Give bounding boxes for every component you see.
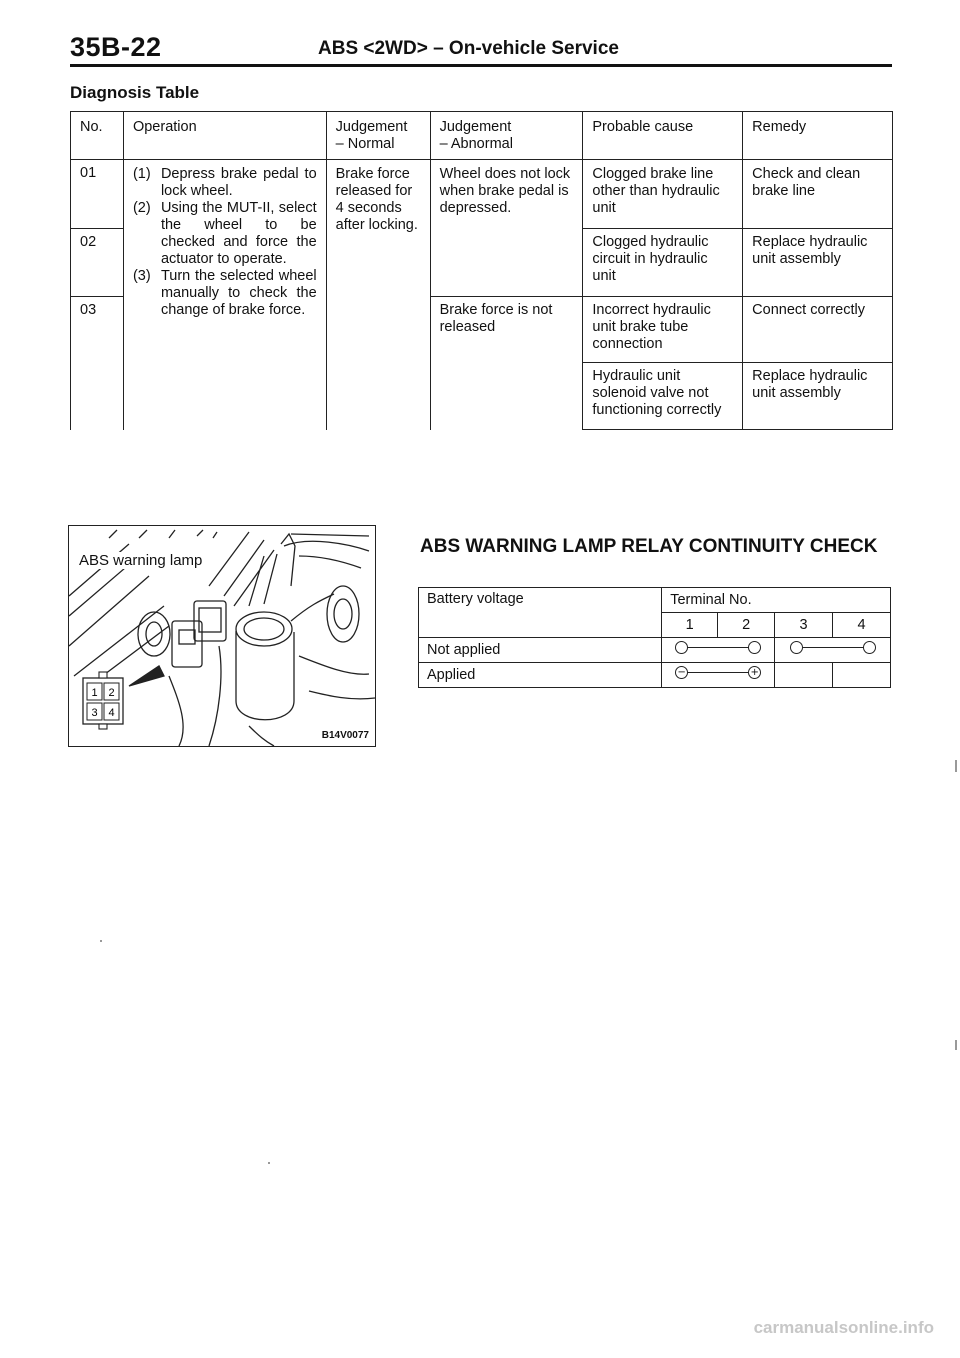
relay-connector-diagram [83, 672, 123, 729]
terminal-4: 4 [833, 613, 891, 638]
col-header-battery-voltage: Battery voltage [419, 588, 662, 638]
probable-cause-cell: Incorrect hydraulic unit brake tube connection [583, 297, 743, 363]
probable-cause-cell: Clogged hydraulic circuit in hydraulic unit [583, 229, 743, 297]
probable-cause-cell: Clogged brake line other than hydraulic unit [583, 160, 743, 229]
connector-pin-2: 2 [108, 687, 115, 699]
row-number: 03 [71, 297, 124, 430]
scan-speck [955, 1040, 957, 1050]
terminal-2: 2 [718, 613, 775, 638]
remedy-cell: Connect correctly [743, 297, 893, 363]
table-header-row [71, 112, 893, 160]
diagnosis-table-title: Diagnosis Table [70, 83, 200, 102]
continuity-symbol [790, 641, 876, 655]
relay-check-title: ABS WARNING LAMP RELAY CONTINUITY CHECK [420, 536, 878, 557]
continuity-symbol [675, 666, 761, 680]
scan-speck [100, 940, 102, 942]
terminal-1: 1 [662, 613, 718, 638]
probable-cause-cell: Hydraulic unit solenoid valve not functioning correctly [583, 363, 743, 430]
continuity-1-2-powered [662, 663, 775, 688]
terminal-3: 3 [775, 613, 833, 638]
empty-cell [833, 663, 891, 688]
row-number: 02 [71, 229, 124, 297]
abs-warning-lamp-relay-figure [68, 525, 376, 747]
diagnosis-table [70, 111, 893, 430]
col-header-probable-cause: Probable cause [583, 112, 743, 160]
page-number: 35B-22 [70, 32, 162, 62]
figure-callout-label: ABS warning lamp [79, 552, 203, 569]
judgement-abnormal-cell: Wheel does not lock when brake pedal is depressed. [430, 160, 583, 297]
condition-label: Applied [419, 663, 662, 688]
relay-row-not-applied [419, 638, 891, 663]
footer-watermark: carmanualsonline.info [753, 1318, 934, 1337]
minus-terminal-icon: − [675, 666, 688, 679]
col-header-judgement-abnormal: Judgement – Abnormal [430, 112, 583, 160]
col-header-judgement-normal: Judgement – Normal [326, 112, 430, 160]
continuity-1-2 [662, 638, 775, 663]
condition-label: Not applied [419, 638, 662, 663]
header-rule [70, 64, 892, 67]
empty-cell [775, 663, 833, 688]
page-title: ABS <2WD> – On-vehicle Service [318, 38, 619, 59]
col-header-terminal-no: Terminal No. [662, 588, 891, 613]
judgement-normal-cell: Brake force released for 4 seconds after locking. [326, 160, 430, 430]
relay-continuity-table [418, 587, 891, 688]
connector-pin-1: 1 [91, 687, 98, 699]
figure-code: B14V0077 [321, 730, 369, 741]
terminal-circle-icon [748, 641, 761, 654]
table-row [71, 160, 893, 229]
scan-speck [955, 760, 957, 772]
operation-step: (2) Using the MUT-II, select the wheel to be checked and force the actuator to operate. [132, 200, 317, 267]
operation-step: (1) Depress brake pedal to lock wheel. [132, 166, 317, 199]
col-header-no: No. [71, 112, 124, 160]
row-number: 01 [71, 160, 124, 229]
remedy-cell: Replace hydraulic unit assembly [743, 363, 893, 430]
relay-header-row [419, 588, 891, 613]
remedy-cell: Replace hydraulic unit assembly [743, 229, 893, 297]
continuity-3-4 [775, 638, 891, 663]
terminal-circle-icon [863, 641, 876, 654]
operation-step: (3) Turn the selected wheel manually to check the change of brake force. [132, 268, 317, 318]
remedy-cell: Check and clean brake line [743, 160, 893, 229]
judgement-abnormal-cell: Brake force is not released [430, 297, 583, 430]
relay-row-applied [419, 663, 891, 688]
col-header-remedy: Remedy [743, 112, 893, 160]
plus-terminal-icon: + [748, 666, 761, 679]
continuity-symbol [675, 641, 761, 655]
connector-pin-3: 3 [91, 707, 98, 719]
connector-pin-4: 4 [108, 707, 115, 719]
scan-speck [268, 1162, 270, 1164]
operation-cell [123, 160, 326, 430]
col-header-operation: Operation [123, 112, 326, 160]
